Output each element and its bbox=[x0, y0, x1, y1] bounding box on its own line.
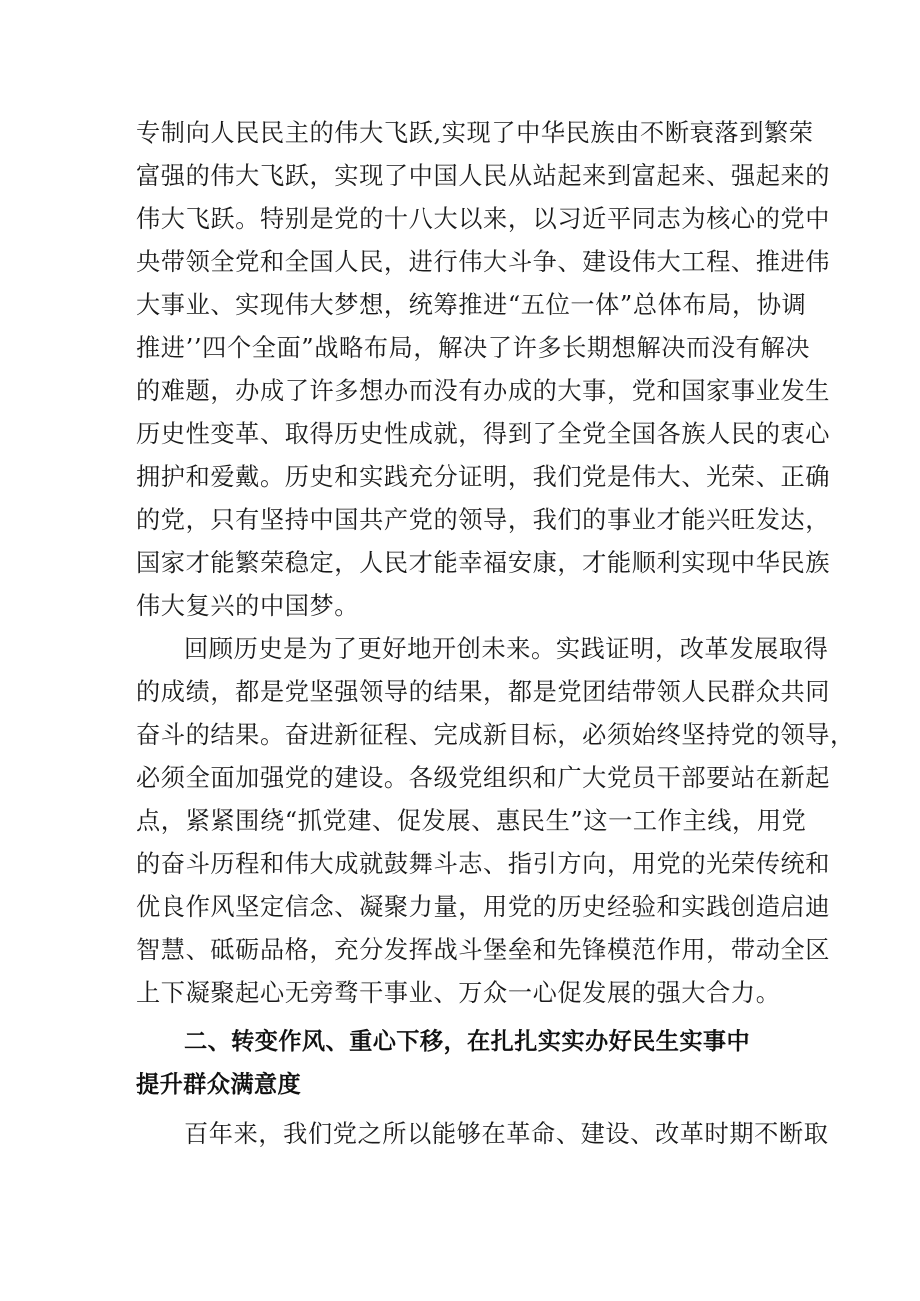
text-line: 点，紧紧围绕“抓党建、促发展、惠民生”这一工作主线，用党 bbox=[136, 807, 807, 835]
text-line: 的奋斗历程和伟大成就鼓舞斗志、指引方向，用党的光荣传统和 bbox=[136, 850, 831, 878]
text-line: 拥护和爱戴。历史和实践充分证明，我们党是伟大、光荣、正确 bbox=[136, 463, 831, 491]
heading-line: 二、转变作风、重心下移，在扎扎实实办好民生实事中 bbox=[184, 1028, 751, 1055]
text-line: 专制向人民民主的伟大飞跃,实现了中华民族由不断衰落到繁荣 bbox=[136, 119, 814, 147]
heading-line: 提升群众满意度 bbox=[136, 1071, 302, 1098]
text-line: 伟大飞跃。特别是党的十八大以来，以习近平同志为核心的党中 bbox=[136, 205, 831, 233]
text-line: 央带领全党和全国人民，进行伟大斗争、建设伟大工程、推进伟 bbox=[136, 248, 831, 276]
text-line: 优良作风坚定信念、凝聚力量，用党的历史经验和实践创造启迪 bbox=[136, 893, 831, 921]
text-line: 的难题，办成了许多想办而没有办成的大事，党和国家事业发生 bbox=[136, 377, 831, 405]
text-line: 必须全面加强党的建设。各级党组织和广大党员干部要站在新起 bbox=[136, 764, 831, 792]
text-line: 回顾历史是为了更好地开创未来。实践证明，改革发展取得 bbox=[184, 635, 829, 663]
text-line: 大事业、实现伟大梦想，统筹推进“五位一体”总体布局，协调 bbox=[136, 291, 807, 319]
text-line: 推进’’四个全面”战略布局，解决了许多长期想解决而没有解决 bbox=[136, 334, 811, 362]
text-line: 伟大复兴的中国梦。 bbox=[136, 592, 360, 620]
text-line: 的成绩，都是党坚强领导的结果，都是党团结带领人民群众共同 bbox=[136, 678, 831, 706]
text-line: 历史性变革、取得历史性成就，得到了全党全国各族人民的衷心 bbox=[136, 420, 831, 448]
text-line: 百年来，我们党之所以能够在革命、建设、改革时期不断取 bbox=[184, 1120, 829, 1148]
text-line: 国家才能繁荣稳定，人民才能幸福安康，才能顺利实现中华民族 bbox=[136, 549, 831, 577]
text-line: 上下凝聚起心无旁骛干事业、万众一心促发展的强大合力。 bbox=[136, 979, 781, 1007]
text-line: 智慧、砥砺品格，充分发挥战斗堡垒和先锋模范作用，带动全区 bbox=[136, 936, 831, 964]
text-line: 富强的伟大飞跃，实现了中国人民从站起来到富起来、强起来的 bbox=[136, 162, 831, 190]
text-line: 奋斗的结果。奋进新征程、完成新目标，必须始终坚持党的领导， bbox=[136, 721, 855, 749]
text-line: 的党，只有坚持中国共产党的领导，我们的事业才能兴旺发达， bbox=[136, 506, 831, 534]
